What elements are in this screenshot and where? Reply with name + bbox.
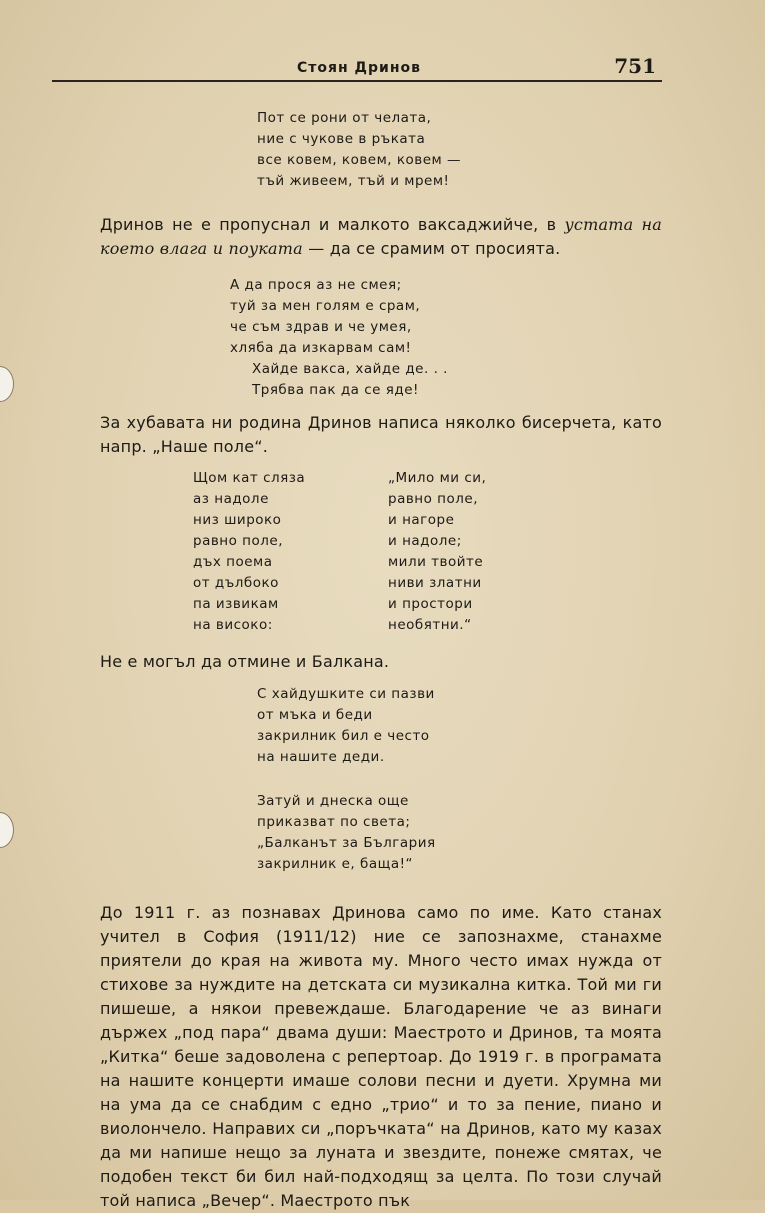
paragraph-shoeshine — [52, 213, 662, 261]
poem-balkan-stanza-1 — [257, 684, 435, 768]
binder-hole — [0, 366, 14, 402]
verse-line: „Балканът за България — [257, 835, 436, 851]
verse-line: на нашите деди. — [257, 749, 385, 765]
verse-line: от мъка и беди — [257, 707, 373, 723]
paragraph-memoir — [52, 901, 662, 1213]
verse-line: мили твойте — [388, 554, 484, 570]
verse-line: „Мило ми си, — [388, 470, 487, 486]
poem-shoeshine — [230, 275, 448, 401]
verse-line: че съм здрав и че умея, — [230, 319, 412, 335]
paragraph-text: Не е могъл да отмине и Балкана. — [100, 652, 390, 671]
verse-line: и надоле; — [388, 533, 462, 549]
verse-line: и нагоре — [388, 512, 455, 528]
verse-line: Затуй и днеска още — [257, 793, 409, 809]
paragraph-italic-text: устата на което влага и поуката — [100, 215, 662, 258]
verse-line: низ широко — [193, 512, 282, 528]
header-rule — [52, 80, 662, 82]
verse-line: хляба да изкарвам сам! — [230, 340, 412, 356]
verse-line: Щом кат сляза — [193, 470, 306, 486]
verse-line: закрилник бил е често — [257, 728, 430, 744]
verse-line: аз надоле — [193, 491, 269, 507]
verse-line: все ковем, ковем, ковем — — [257, 152, 462, 168]
paragraph-homeland — [52, 411, 662, 459]
paragraph-balkan — [52, 650, 662, 674]
verse-line: равно поле, — [193, 533, 283, 549]
running-head-author: Стоян Дринов — [297, 60, 421, 76]
verse-line: ниви златни — [388, 575, 482, 591]
paragraph-text: За хубавата ни родина Дринов написа няколко бисерчета, като напр. „Наше поле“. — [100, 413, 662, 456]
paragraph-text: До 1911 г. аз познавах Дринова само по име. Като станах учител в София (1911/12) ние се запознахме, станахме приятели до края на живота му. Много често имах нужда от стихове за нуждите на детската си музикална китка. Той ми ги пишеше, а някои превеждаше. Благодарение че аз винаги държех „под пара“ двама души: Маестрото и Дринов, та моята „Китка“ беше задоволена с репертоар. До 1919 г. в програмата на нашите концерти имаше солови песни и дуети. Хрумна ми на ума да се снабдим с едно „трио“ и то за пение, пиано и виолончело. Направих си „поръчката“ на Дринов, като му казах да ми напише нещо за луната и звездите, понеже смятах, че подобен текст би бил най-подходящ за целта. По този случай той написа „Вечер“. Маестрото пък — [100, 903, 662, 1210]
running-header — [52, 52, 662, 82]
poem-field-left-column — [193, 468, 305, 636]
verse-line: на високо: — [193, 617, 273, 633]
verse-line: тъй живеем, тъй и мрем! — [257, 173, 450, 189]
verse-line: закрилник е, баща!“ — [257, 856, 414, 872]
verse-line: Трябва пак да се яде! — [252, 382, 419, 398]
paragraph-text: — да се срамим от просията. — [302, 239, 561, 258]
verse-line: Пот се рони от челата, — [257, 110, 432, 126]
poem-field-right-column — [388, 468, 486, 636]
verse-line: па извикам — [193, 596, 279, 612]
verse-line: и простори — [388, 596, 473, 612]
verse-line: А да прося аз не смея; — [230, 277, 402, 293]
binder-hole — [0, 812, 14, 848]
verse-line: Хайде вакса, хайде де. . . — [252, 361, 448, 377]
poem-balkan-stanza-2 — [257, 791, 436, 875]
paragraph-text: Дринов не е пропуснал и малкото ваксаджийче, в — [100, 215, 565, 234]
verse-line: туй за мен голям е срам, — [230, 298, 421, 314]
poem-worker — [257, 108, 461, 192]
verse-line: от дълбоко — [193, 575, 279, 591]
verse-line: дъх поема — [193, 554, 273, 570]
verse-line: необятни.“ — [388, 617, 472, 633]
verse-line: С хайдушките си пазви — [257, 686, 435, 702]
page-number: 751 — [614, 54, 656, 78]
verse-line: приказват по света; — [257, 814, 411, 830]
verse-line: равно поле, — [388, 491, 478, 507]
verse-line: ние с чукове в ръката — [257, 131, 426, 147]
